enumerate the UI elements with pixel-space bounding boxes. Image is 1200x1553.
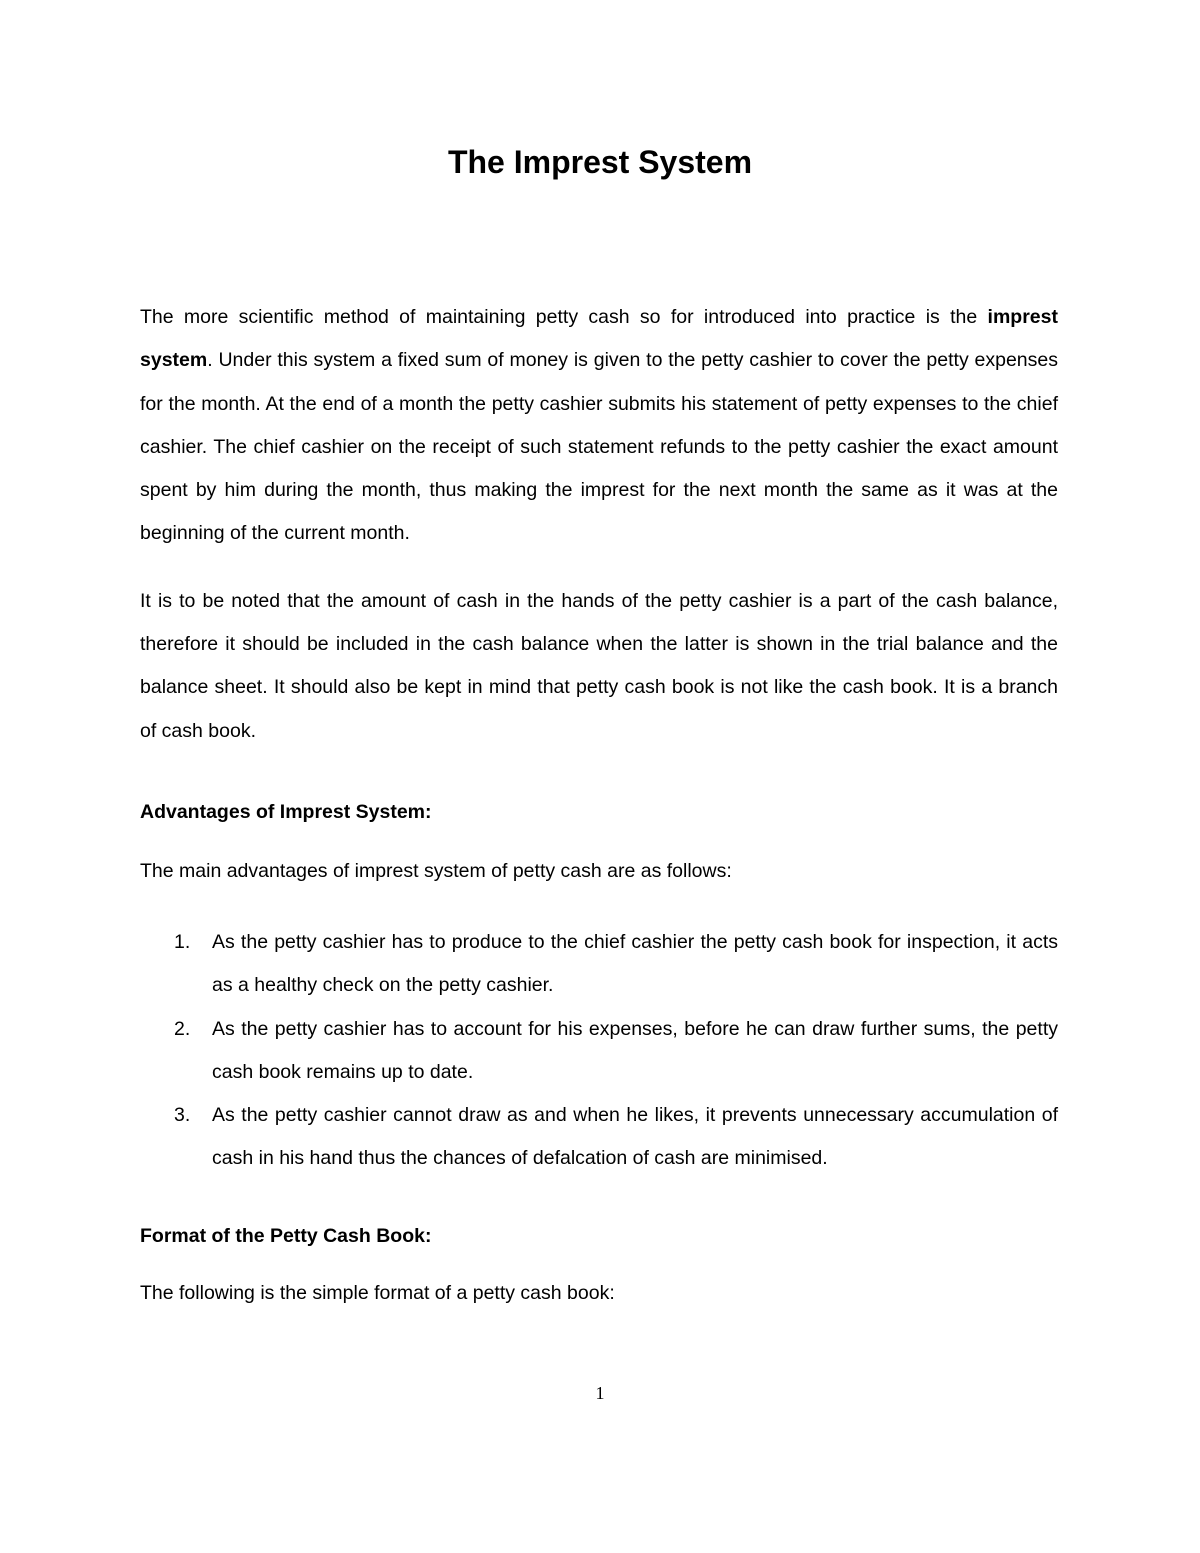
page-number: 1 — [595, 1383, 605, 1403]
list-item-number: 1. — [174, 930, 191, 953]
list-item-text: As the petty cashier has to produce to the chief cashier the petty cash book for inspection, it acts as a healthy check on the petty cashier. — [212, 930, 1058, 997]
list-item — [140, 1008, 1058, 1095]
bold-term-imprest-system: imprest system — [140, 306, 1058, 372]
section-heading-format: Format of the Petty Cash Book: — [140, 1224, 432, 1247]
list-item-number: 3. — [174, 1104, 191, 1127]
advantages-list — [140, 921, 1058, 1181]
section-heading-advantages: Advantages of Imprest System: — [140, 800, 432, 823]
list-item — [140, 921, 1058, 1008]
paragraph-cash-balance: It is to be noted that the amount of cash in the hands of the petty cashier is a part of the cash balance, therefore it should be included in the cash balance when the latter is shown in the trial balance and the balance sheet. It should also be kept in mind that petty cash book is not like the cash book. It is a branch of cash book. — [140, 589, 1058, 742]
advantages-intro: The main advantages of imprest system of petty cash are as follows: — [140, 859, 732, 882]
paragraph-text: . Under this system a fixed sum of money is given to the petty cashier to cover the petty expenses for the month. At the end of a month the petty cashier submits his statement of petty expenses to the chief cashier. The chief cashier on the receipt of such statement refunds to the petty cashier the exact amount spent by him during the month, thus making the imprest for the next month the same as it was at the beginning of the current month. — [140, 349, 1058, 545]
paragraph-imprest-intro — [140, 296, 1058, 556]
list-item-text: As the petty cashier cannot draw as and when he likes, it prevents unnecessary accumulation of cash in his hand thus the chances of defalcation of cash are minimised. — [212, 1104, 1058, 1170]
document-body — [140, 296, 1058, 1315]
list-item-number: 2. — [174, 1017, 191, 1040]
list-item — [140, 1094, 1058, 1181]
paragraph-text: The more scientific method of maintaining petty cash so for introduced into practice is the — [140, 306, 988, 328]
list-item-text: As the petty cashier has to account for his expenses, before he can draw further sums, the petty cash book remains up to date. — [212, 1017, 1058, 1083]
document-title: The Imprest System — [447, 144, 753, 180]
format-intro: The following is the simple format of a petty cash book: — [140, 1281, 615, 1304]
